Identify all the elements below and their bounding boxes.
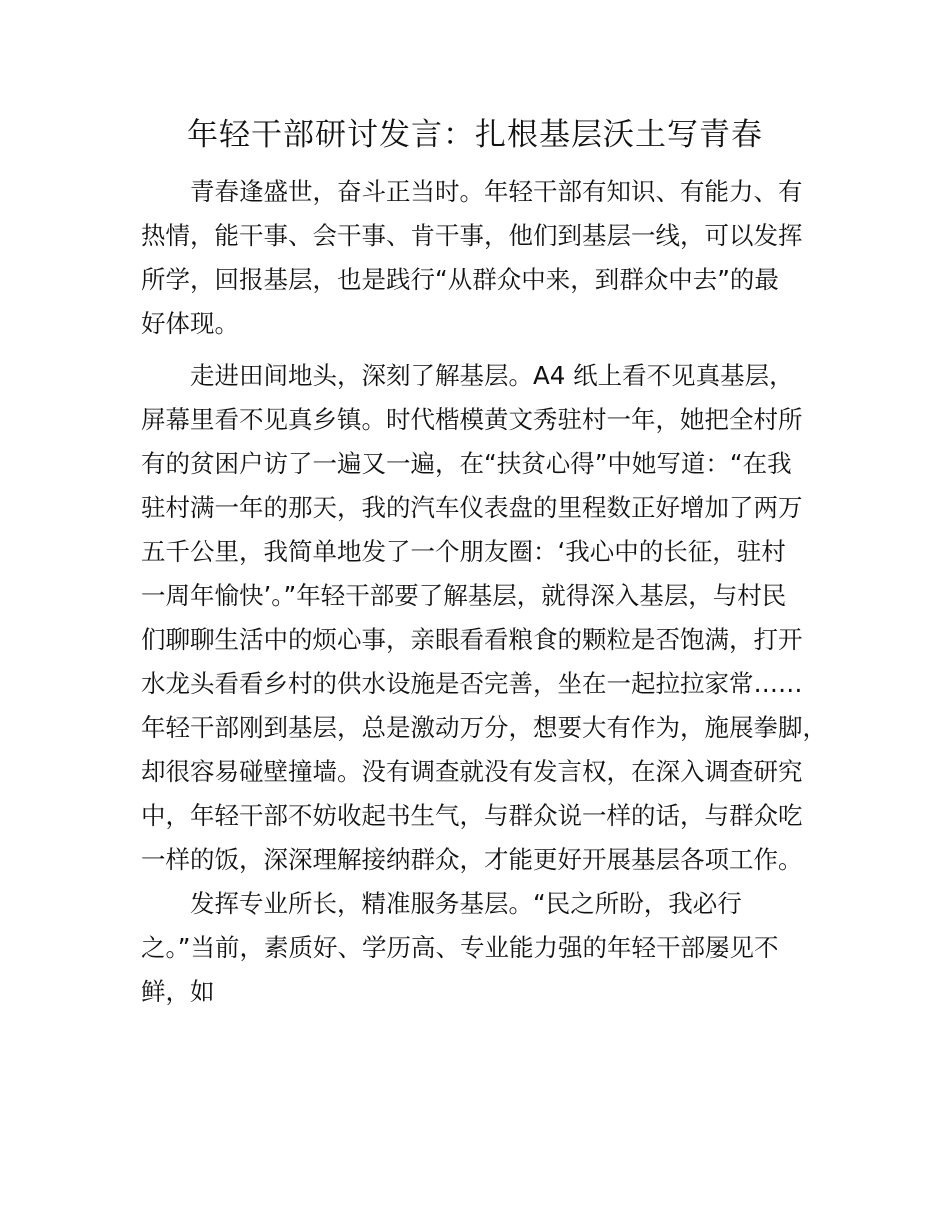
text-line: 青春逢盛世，奋斗正当时。年轻干部有知识、有能力、有 [190,177,803,206]
text-line: 驻村满一年的那天，我的汽车仪表盘的里程数正好增加了两万 [141,493,803,522]
text-line: 有的贫困户访了一遍又一遍，在“扶贫心得”中她写道：“在我 [141,449,792,478]
text-line: 热情，能干事、会干事、肯干事，他们到基层一线，可以发挥 [141,221,803,250]
paragraph-1 [141,170,831,346]
paragraph-2 [141,354,831,882]
text-line: 屏幕里看不见真乡镇。时代楷模黄文秀驻村一年，她把全村所 [141,405,803,434]
text-line: 之。”当前，素质好、学历高、专业能力强的年轻干部屡见不 [141,933,779,962]
text-line: 中，年轻干部不妨收起书生气，与群众说一样的话，与群众吃 [141,801,803,830]
text-line: 们聊聊生活中的烦心事，亲眼看看粮食的颗粒是否饱满，打开 [141,625,803,654]
text-line: 鲜，如 [141,977,215,1006]
text-line: 五千公里，我简单地发了一个朋友圈：‘我心中的长征，驻村 [141,537,786,566]
text-line: 所学，回报基层，也是践行“从群众中来，到群众中去”的最 [141,265,779,294]
text-line: 年轻干部刚到基层，总是激动万分，想要大有作为，施展拳脚， [141,713,827,742]
paragraph-3 [141,882,831,1014]
text-line: 一样的饭，深深理解接纳群众，才能更好开展基层各项工作。 [141,845,803,874]
text-line: 水龙头看看乡村的供水设施是否完善，坐在一起拉拉家常…… [141,669,803,698]
text-line: 却很容易碰壁撞墙。没有调查就没有发言权，在深入调查研究 [141,757,803,786]
text-line: 一周年愉快’。”年轻干部要了解基层，就得深入基层，与村民 [141,581,787,610]
document-title: 年轻干部研讨发言：扎根基层沃土写青春 [187,117,763,153]
text-line: 发挥专业所长，精准服务基层。“民之所盼，我必行 [190,889,742,918]
text-line: 好体现。 [141,309,239,338]
text-line: 走进田间地头，深刻了解基层。A4 纸上看不见真基层， [190,361,794,390]
